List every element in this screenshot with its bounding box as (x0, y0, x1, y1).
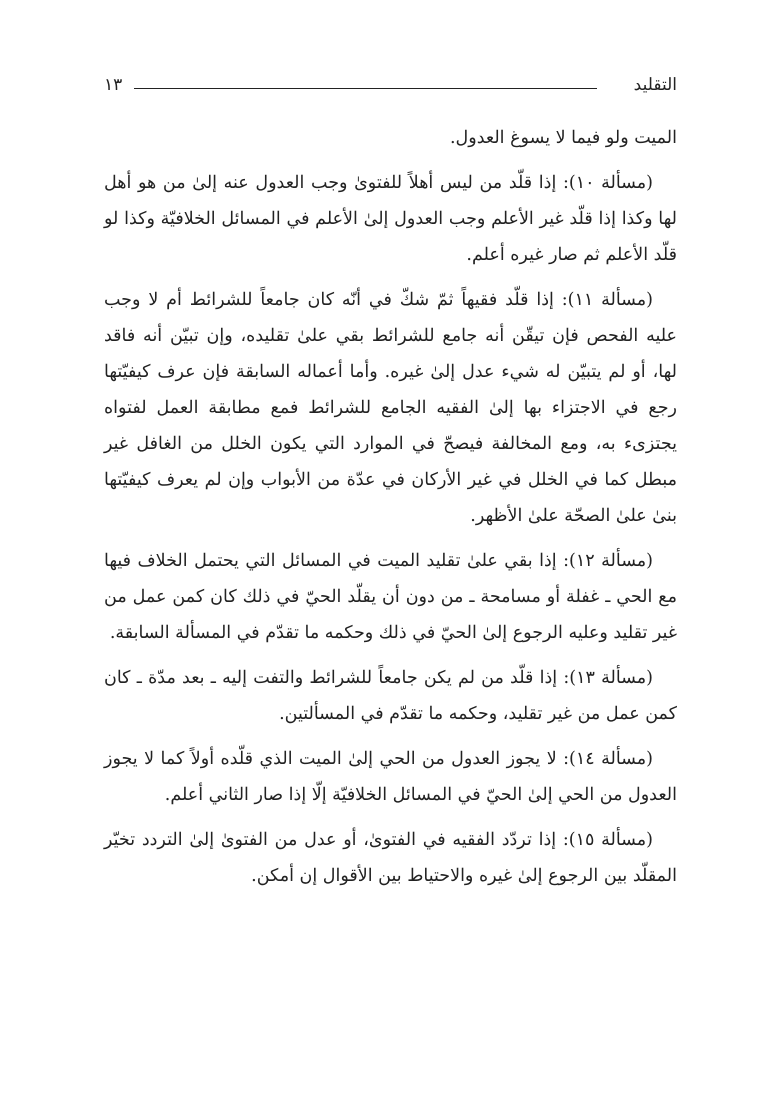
paragraph-issue-13: (مسألة ١٣): إذا قلّد من لم يكن جامعاً للشرائط والتفت إليه ـ بعد مدّة ـ كان كمن عمل من غير تقليد، وحكمه ما تقدّم في المسألتين. (104, 668, 677, 724)
running-title: التقليد (633, 75, 677, 95)
paragraph-issue-10: (مسألة ١٠): إذا قلّد من ليس أهلاً للفتوىٰ وجب العدول عنه إلىٰ من هو أهل لها وكذا إذا قلّد غير الأعلم وجب العدول إلىٰ الأعلم في المسائل الخلافيّة وكذا لو قلّد الأعلم ثم صار غيره أعلم. (104, 173, 677, 265)
paragraph-issue-15: (مسألة ١٥): إذا تردّد الفقيه في الفتوىٰ، أو عدل من الفتوىٰ إلىٰ التردد تخيّر المقلّد بين الرجوع إلىٰ غيره والاحتياط بين الأقوال إن أمكن. (104, 830, 677, 886)
page-number: ١٣ (104, 75, 123, 95)
page-header (104, 74, 677, 100)
paragraph-issue-14: (مسألة ١٤): لا يجوز العدول من الحي إلىٰ الميت الذي قلّده أولاً كما لا يجوز العدول من الحي إلىٰ الحيّ في المسائل الخلافيّة إلّا إذا صار الثاني أعلم. (104, 749, 677, 805)
header-rule (134, 88, 597, 89)
page-content (104, 0, 677, 1103)
paragraph-issue-11: (مسألة ١١): إذا قلّد فقيهاً ثمّ شكّ في أنّه كان جامعاً للشرائط أم لا وجب عليه الفحص فإن تيقّن أنه جامع للشرائط بقي علىٰ تقليده، وإن تبيّن أنه فاقد لها، أو لم يتبيّن له شيء عدل إلىٰ غيره. وأما أعماله السابقة فإن عرف كيفيّتها رجع في الاجتزاء بها إلىٰ الفقيه الجامع للشرائط فمع مطابقة العمل لفتواه يجتزىء به، ومع المخالفة فيصحّ في الموارد التي يكون الخلل من الغافل غير مبطل كما في الخلل في غير الأركان في عدّة من الأبواب وإن لم يعرف كيفيّتها بنىٰ علىٰ الصحّة علىٰ الأظهر. (104, 290, 677, 526)
paragraph-continuation: الميت ولو فيما لا يسوغ العدول. (449, 128, 677, 148)
paragraph-issue-12: (مسألة ١٢): إذا بقي علىٰ تقليد الميت في المسائل التي يحتمل الخلاف فيها مع الحي ـ غفلة أو مسامحة ـ من دون أن يقلّد الحيّ في ذلك كان كمن عمل من غير تقليد وعليه الرجوع إلىٰ الحيّ في ذلك وحكمه ما تقدّم في المسألة السابقة. (104, 551, 677, 643)
body-text (104, 120, 677, 903)
